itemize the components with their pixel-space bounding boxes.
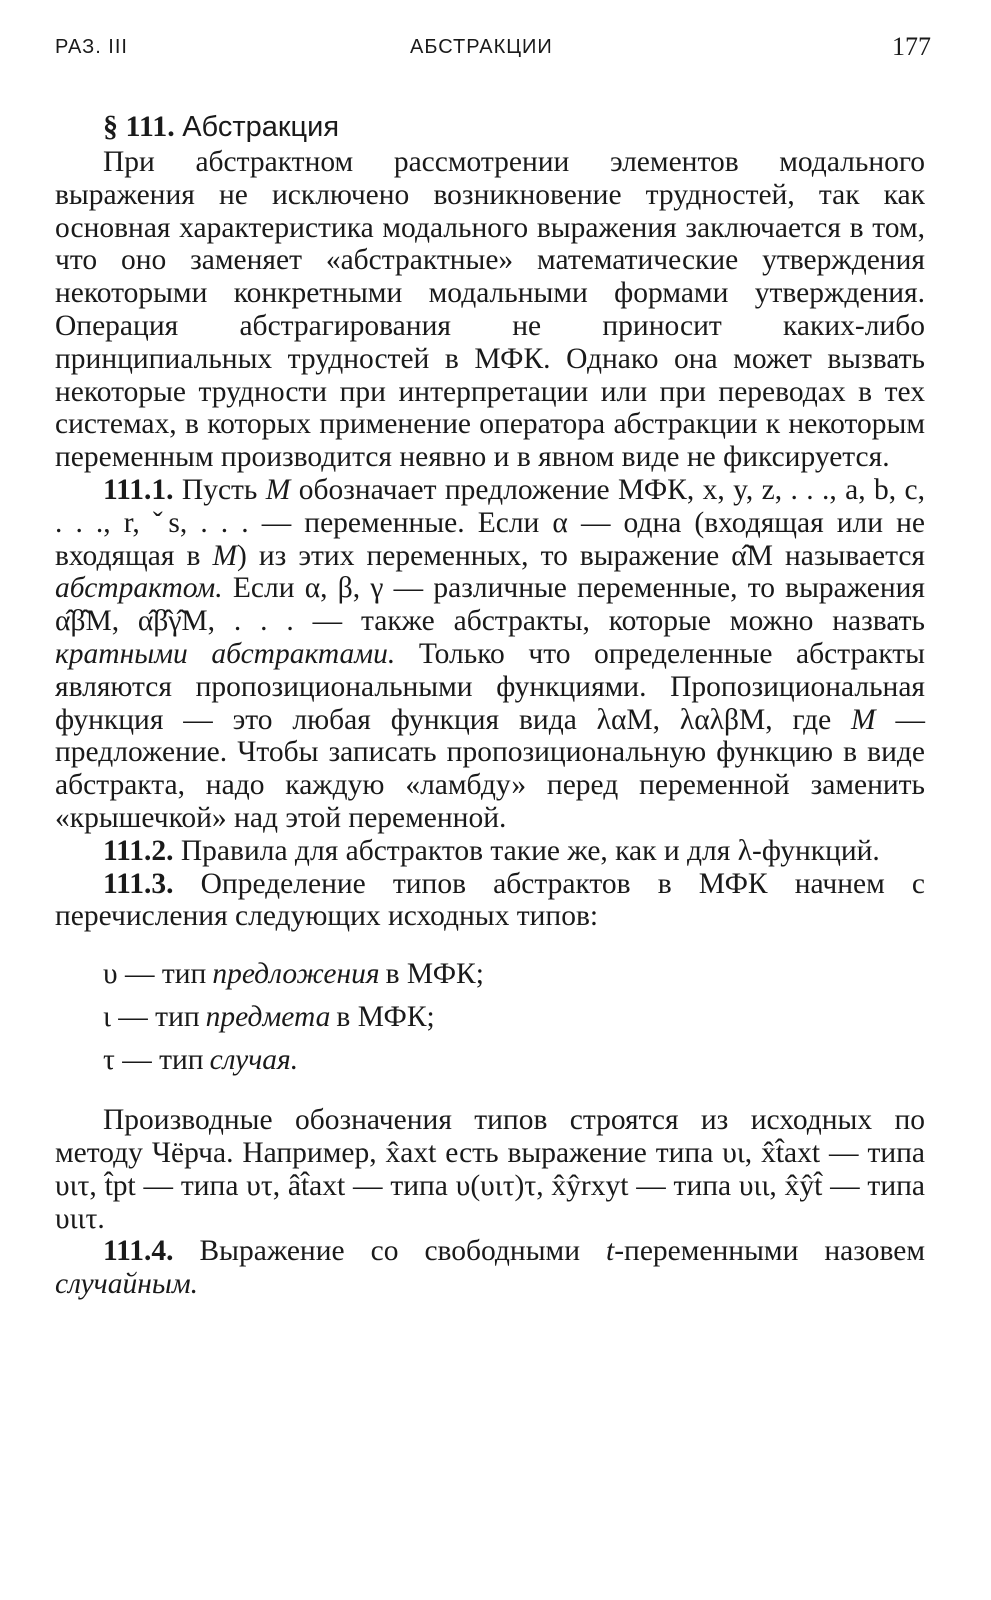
paragraph-111-1 [55,474,925,835]
type-name: предмета [205,1001,331,1034]
type-suffix: в МФК; [336,1001,435,1034]
emphasized-term: кратными абстрактами. [55,637,396,670]
math-symbol: M [212,539,238,572]
paragraph-111-2 [55,835,925,868]
emphasized-term: абстрактом. [55,572,223,605]
paragraph-111-4 [55,1235,925,1301]
math-symbol: t [606,1235,615,1268]
derived-types-paragraph: Производные обозначения типов строятся из исходных по методу Чёрча. Например, x̂axt есть выражение типа υι, x̂t̂axt — типа υιτ, t̂pt — типа υτ, ât̂axt — типа υ(υιτ)τ, x̂ŷrxyt — типа υιι, x̂ŷt̂ — типа υιιτ. [55,1104,925,1235]
emphasized-term: случайным. [55,1268,199,1301]
type-symbol: υ — тип [103,958,207,991]
math-symbol: M [265,473,291,506]
text-run: ) из этих переменных, то выражение α̂M называется [237,539,925,572]
text-run: Определение типов абстрактов в МФК начнем с перечисления следующих исходных типов: [55,867,925,933]
intro-paragraph: При абстрактном рассмотрении элементов модального выражения не исключено возникновение трудностей, так как основная характеристика модального выражения заключается в том, что оно заменяет «абстрактные» математические утверждения некоторыми конкретными модальными формами утверждения. Операция абстрагирования не приносит каких-либо принципиальных трудностей в МФК. Однако она может вызвать некоторые трудности при интерпретации или при переводах в тех системах, в которых применение оператора абстракции к некоторым переменным производится неявно и в явном виде не фиксируется. [55,146,925,474]
type-name: случая. [209,1044,299,1077]
section-heading [103,110,925,144]
text-run: Правила для абстрактов такие же, как и для λ-функций. [180,834,880,867]
math-symbol: M [851,703,876,736]
text-run: Если α, β, γ — различные переменные, то выражения α̂β̂M, α̂β̂γ̂M, . . . — также абстракты, которые можно назвать [55,572,925,638]
section-number: § 111. [103,110,175,143]
type-item [103,953,925,996]
page-body [55,110,925,1301]
running-header [55,30,931,70]
text-run: Выражение со свободными [199,1235,606,1268]
type-item [103,996,925,1039]
type-suffix: в МФК; [385,958,484,991]
type-item [103,1039,925,1082]
paragraph-number: 111.1. [103,473,174,506]
type-symbol: ι — тип [103,1001,200,1034]
paragraph-111-3 [55,868,925,934]
text-run: -переменными назовем [614,1235,925,1268]
type-symbol: τ — тип [103,1044,204,1077]
text-run: Пусть [181,473,266,506]
base-types-list [103,953,925,1082]
text-run: — предложение. Чтобы записать пропозициональную функцию в виде абстракта, надо каждую «ламбду» перед переменной заменить «крышечкой» над этой переменной. [55,703,925,834]
chapter-reference: РАЗ. III [55,36,128,58]
paragraph-number: 111.2. [103,834,174,867]
section-title: Абстракция [182,111,340,143]
paragraph-number: 111.4. [103,1235,174,1268]
page-number: 177 [892,32,931,61]
text-run: Только что определенные абстракты являются пропозициональными функциями. Пропозициональная функция — это любая функция вида λαM, λαλβM, где [55,637,925,736]
running-title: АБСТРАКЦИИ [410,36,553,58]
text-run: обозначает предложение МФК, x, y, z, . . ., a, b, c, . . ., r, ˇs, . . . — переменные. Если α — одна (входящая или не входящая в [55,473,925,572]
type-name: предложения [212,958,380,991]
paragraph-number: 111.3. [103,867,174,900]
